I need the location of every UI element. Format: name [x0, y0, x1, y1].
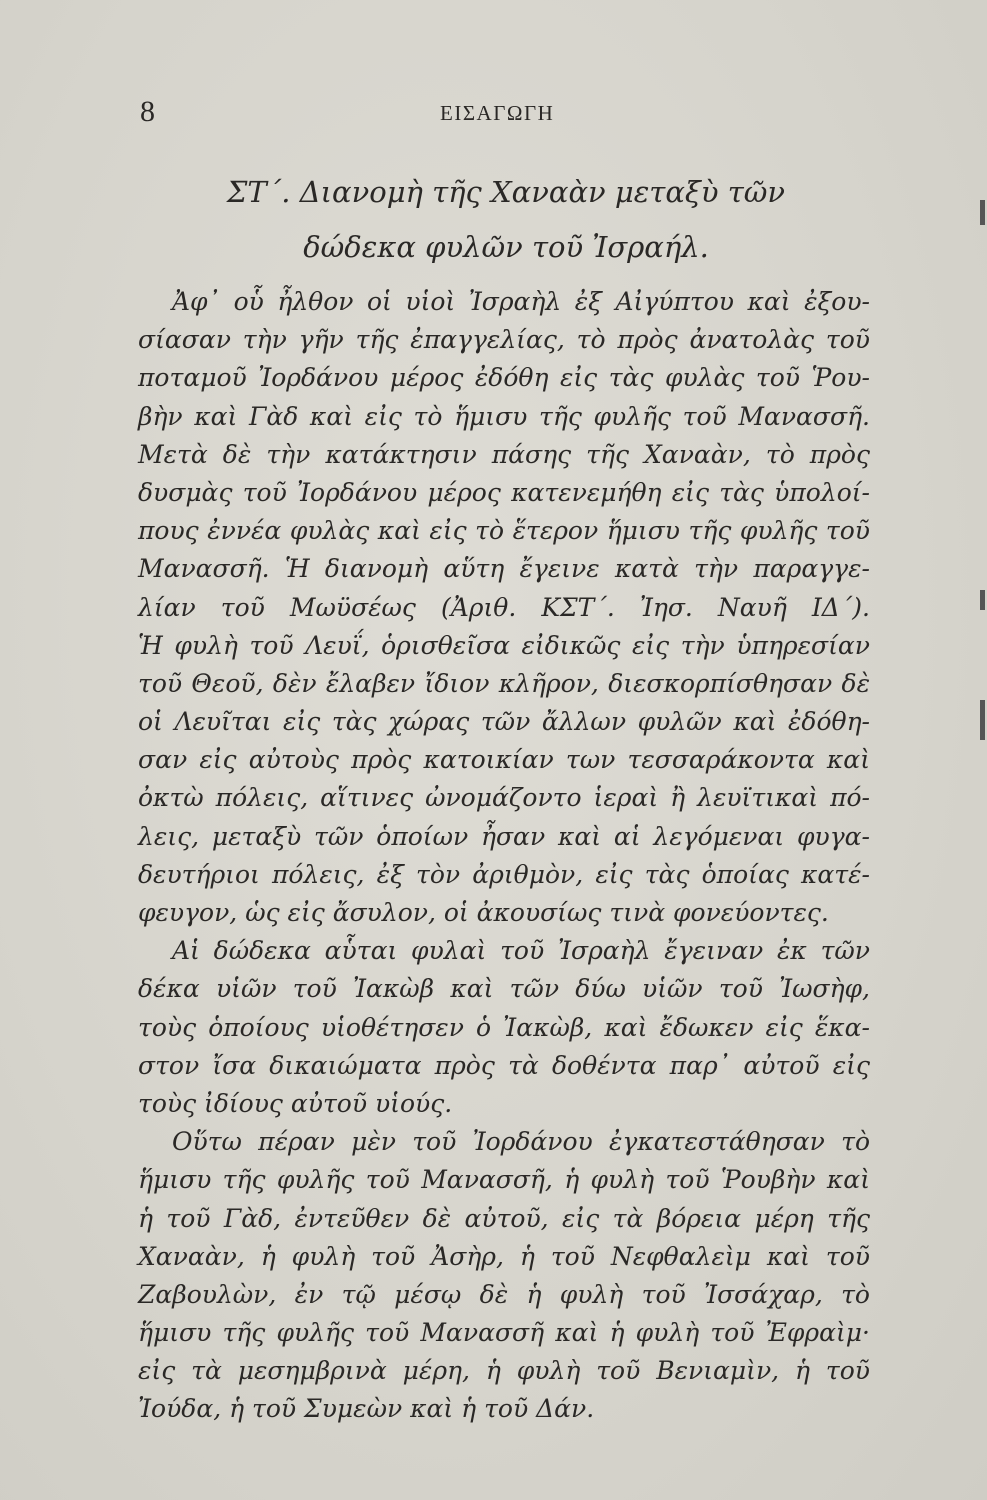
text-line: Χαναὰν, ἡ φυλὴ τοῦ Ἀσὴρ, ἡ τοῦ Νεφθαλεὶμ καὶ τοῦ: [138, 1241, 870, 1271]
text-line: σίασαν τὴν γῆν τῆς ἐπαγγελίας, τὸ πρὸς ἀνατολὰς τοῦ: [138, 325, 870, 355]
text-line: πους ἐννέα φυλὰς καὶ εἰς τὸ ἕτερον ἥμισυ τῆς φυλῆς τοῦ: [138, 516, 870, 546]
text-line: ὀκτὼ πόλεις, αἵτινες ὠνομάζοντο ἱεραὶ ἢ λευϊτικαὶ πό-: [138, 783, 870, 813]
text-line: στον ἴσα δικαιώματα πρὸς τὰ δοθέντα παρ᾿ αὐτοῦ εἰς: [138, 1050, 870, 1080]
text-line: Ζαβουλὼν, ἐν τῷ μέσῳ δὲ ἡ φυλὴ τοῦ Ἰσσάχαρ, τὸ: [138, 1279, 870, 1309]
text-line: δευτήριοι πόλεις, ἐξ τὸν ἀριθμὸν, εἰς τὰς ὁποίας κατέ-: [138, 859, 870, 889]
running-head: ΕΙΣΑΓΩΓΗ: [440, 101, 555, 125]
text-line: ἥμισυ τῆς φυλῆς τοῦ Μανασσῆ καὶ ἡ φυλὴ τοῦ Ἐφραὶμ·: [138, 1318, 870, 1348]
text-line: τοὺς ὁποίους υἱοθέτησεν ὁ Ἰακὼβ, καὶ ἔδωκεν εἰς ἕκα-: [138, 1012, 870, 1042]
text-line: ποταμοῦ Ἰορδάνου μέρος ἐδόθη εἰς τὰς φυλὰς τοῦ Ῥου-: [138, 363, 870, 393]
text-line: ἥμισυ τῆς φυλῆς τοῦ Μανασσῆ, ἡ φυλὴ τοῦ Ῥουβὴν καὶ: [138, 1165, 870, 1195]
text-line: δέκα υἱῶν τοῦ Ἰακὼβ καὶ τῶν δύω υἱῶν τοῦ Ἰωσὴφ,: [138, 974, 870, 1004]
text-line: Αἱ δώδεκα αὗται φυλαὶ τοῦ Ἰσραὴλ ἔγειναν ἐκ τῶν: [172, 936, 870, 966]
text-line: Μετὰ δὲ τὴν κατάκτησιν πάσης τῆς Χαναὰν, τὸ πρὸς: [138, 439, 870, 469]
text-line: Μανασσῆ. Ἡ διανομὴ αὕτη ἔγεινε κατὰ τὴν παραγγε-: [138, 554, 870, 584]
text-line: Ἡ φυλὴ τοῦ Λευΐ, ὁρισθεῖσα εἰδικῶς εἰς τὴν ὑπηρεσίαν: [138, 630, 870, 660]
page-number: 8: [140, 95, 155, 128]
text-line: Οὕτω πέραν μὲν τοῦ Ἰορδάνου ἐγκατεστάθησαν τὸ: [172, 1127, 870, 1157]
text-line: ἡ τοῦ Γὰδ, ἐντεῦθεν δὲ αὐτοῦ, εἰς τὰ βόρεια μέρη τῆς: [138, 1203, 870, 1233]
text-line: φευγον, ὡς εἰς ἄσυλον, οἱ ἀκουσίως τινὰ φονεύοντες.: [138, 898, 829, 927]
section-title-line: ΣΤ΄. Διανομὴ τῆς Χαναὰν μεταξὺ τῶν: [226, 175, 786, 209]
page-header: [140, 95, 872, 135]
body-text: [138, 283, 870, 1429]
text-line: Ἰούδα, ἡ τοῦ Συμεὼν καὶ ἡ τοῦ Δάν.: [138, 1394, 595, 1424]
text-line: εἰς τὰ μεσημβρινὰ μέρη, ἡ φυλὴ τοῦ Βενιαμὶν, ἡ τοῦ: [138, 1356, 870, 1386]
text-line: λίαν τοῦ Μωϋσέως (Ἀριθ. ΚΣΤ΄. Ἰησ. Ναυῆ ΙΔ΄).: [138, 592, 870, 622]
text-line: τοὺς ἰδίους αὐτοῦ υἱούς.: [138, 1088, 453, 1118]
text-line: σαν εἰς αὐτοὺς πρὸς κατοικίαν των τεσσαράκοντα καὶ: [138, 745, 870, 775]
margin-mark: [980, 200, 985, 225]
text-line: οἱ Λευῖται εἰς τὰς χώρας τῶν ἄλλων φυλῶν καὶ ἐδόθη-: [138, 707, 870, 737]
section-title-line: δώδεκα φυλῶν τοῦ Ἰσραήλ.: [303, 230, 709, 264]
text-line: δυσμὰς τοῦ Ἰορδάνου μέρος κατενεμήθη εἰς τὰς ὑπολοί-: [138, 477, 870, 507]
text-line: τοῦ Θεοῦ, δὲν ἔλαβεν ἴδιον κλῆρον, διεσκορπίσθησαν δὲ: [138, 668, 870, 698]
text-line: Ἀφ᾿ οὗ ἦλθον οἱ υἱοὶ Ἰσραὴλ ἐξ Αἰγύπτου καὶ ἐξου-: [172, 287, 870, 316]
margin-mark: [980, 590, 985, 610]
text-line: λεις, μεταξὺ τῶν ὁποίων ἦσαν καὶ αἱ λεγόμεναι φυγα-: [138, 821, 870, 851]
section-title: [140, 165, 872, 275]
text-line: βὴν καὶ Γὰδ καὶ εἰς τὸ ἥμισυ τῆς φυλῆς τοῦ Μανασσῆ.: [138, 401, 870, 431]
margin-mark: [980, 700, 985, 740]
